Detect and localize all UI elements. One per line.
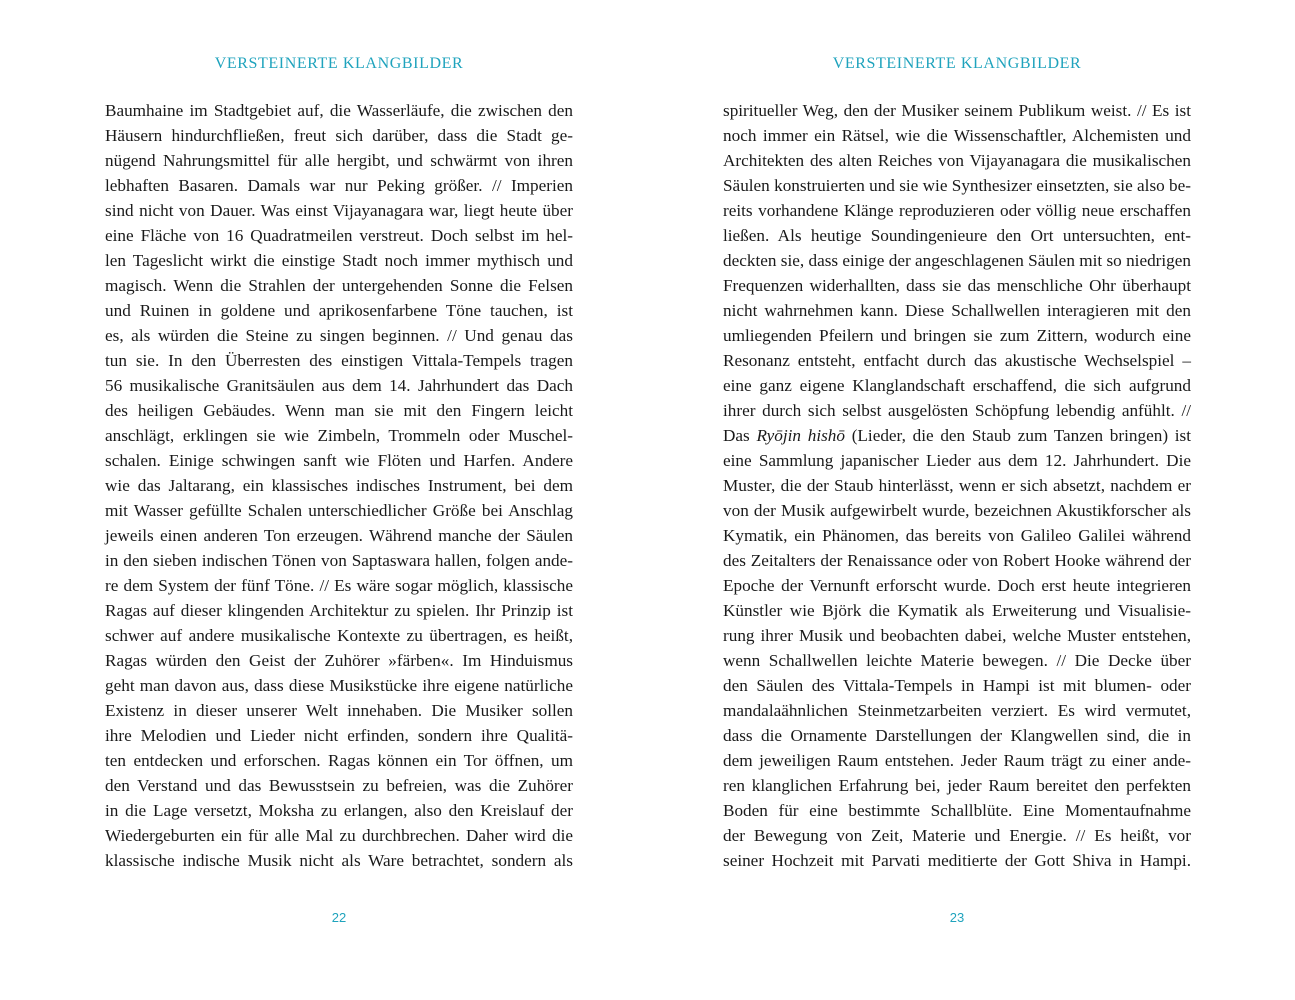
text-line: des Zeitalters der Renaissance oder von Robert Hooke während der (723, 551, 1191, 570)
text-line: eine Sammlung japanischer Lieder aus dem 12. Jahrhundert. Die (723, 451, 1191, 470)
text-line: Muster, die der Staub hinterlässt, wenn er sich absetzt, nachdem er (723, 476, 1191, 495)
text-line: eine Fläche von 16 Quadratmeilen verstreut. Doch selbst im hel- (105, 226, 573, 245)
text-line: ren klanglichen Erfahrung bei, jeder Raum bereitet den perfekten (723, 776, 1191, 795)
text-line: eine ganz eigene Klanglandschaft erschaffend, die sich aufgrund (723, 376, 1191, 395)
text-line: Frequenzen widerhallten, dass sie das menschliche Ohr überhaupt (723, 276, 1191, 295)
page-number-right: 23 (949, 910, 965, 925)
italic-title: Ryōjin hishō (756, 426, 845, 445)
text-line: Architekten des alten Reiches von Vijayanagara die musikalischen (723, 151, 1191, 170)
text-line: tun sie. In den Überresten des einstigen Vittala-Tempels tragen (105, 351, 573, 370)
text-line: rung ihrer Musik und beobachten dabei, welche Muster entstehen, (723, 626, 1191, 645)
text-line: Säulen konstruierten und sie wie Synthesizer einsetzten, sie also be- (723, 176, 1191, 195)
text-line: spiritueller Weg, den der Musiker seinem Publikum weist. // Es ist (723, 101, 1191, 120)
text-line: mit Wasser gefüllte Schalen unterschiedlicher Größe bei Anschlag (105, 501, 573, 520)
text-line: Existenz in dieser unserer Welt innehaben. Die Musiker sollen (105, 701, 573, 720)
text-line: len Tageslicht wirkt die einstige Stadt noch immer mythisch und (105, 251, 573, 270)
text-line: schalen. Einige schwingen sanft wie Flöten und Harfen. Andere (105, 451, 573, 470)
text-line: Boden für eine bestimmte Schallblüte. Eine Momentaufnahme (723, 801, 1191, 820)
left-page (105, 0, 573, 1000)
text-line: Baumhaine im Stadtgebiet auf, die Wasserläufe, die zwischen den (105, 101, 573, 120)
text-line: ten entdecken und erforschen. Ragas können ein Tor öffnen, um (105, 751, 573, 770)
running-head-left: VERSTEINERTE KLANGBILDER (214, 55, 464, 72)
body-text-left (105, 98, 573, 873)
text-line: den Verstand und das Bewusstsein zu befreien, was die Zuhörer (105, 776, 573, 795)
text-line: Künstler wie Björk die Kymatik als Erweiterung und Visualisie- (723, 601, 1191, 620)
text-line: des heiligen Gebäudes. Wenn man sie mit den Fingern leicht (105, 401, 573, 420)
text-line: von der Musik aufgewirbelt wurde, bezeichnen Akustikforscher als (723, 501, 1191, 520)
text-line: in die Lage versetzt, Moksha zu erlangen, also den Kreislauf der (105, 801, 573, 820)
text-line: ließen. Als heutige Soundingenieure den Ort untersuchten, ent- (723, 226, 1191, 245)
text-line: in den sieben indischen Tönen von Saptaswara hallen, folgen ande- (105, 551, 573, 570)
text-line: wie das Jaltarang, ein klassisches indisches Instrument, bei dem (105, 476, 573, 495)
text-line: magisch. Wenn die Strahlen der untergehenden Sonne die Felsen (105, 276, 573, 295)
text-line-with-italic (723, 423, 1191, 448)
right-page (723, 0, 1191, 1000)
text-line: ihrer durch sich selbst ausgelösten Schöpfung lebendig anfühlt. // (723, 401, 1191, 420)
text-line: Epoche der Vernunft erforscht wurde. Doch erst heute integrieren (723, 576, 1191, 595)
text-line: seiner Hochzeit mit Parvati meditierte der Gott Shiva in Hampi. (723, 851, 1191, 870)
text-line: Wiedergeburten ein für alle Mal zu durchbrechen. Daher wird die (105, 826, 573, 845)
text-line: sind nicht von Dauer. Was einst Vijayanagara war, liegt heute über (105, 201, 573, 220)
text-line: wenn Schallwellen leichte Materie bewegen. // Die Decke über (723, 651, 1191, 670)
text-line: und Ruinen in goldene und aprikosenfarbene Töne tauchen, ist (105, 301, 573, 320)
text-line: Ragas auf dieser klingenden Architektur zu spielen. Ihr Prinzip ist (105, 601, 573, 620)
text-line: Resonanz entsteht, entfacht durch das akustische Wechselspiel – (723, 351, 1191, 370)
text-line: jeweils einen anderen Ton erzeugen. Während manche der Säulen (105, 526, 573, 545)
text-line: lebhaften Basaren. Damals war nur Peking größer. // Imperien (105, 176, 573, 195)
text-line: ihre Melodien und Lieder nicht erfinden, sondern ihre Qualitä- (105, 726, 573, 745)
text-line: noch immer ein Rätsel, wie die Wissenschaftler, Alchemisten und (723, 126, 1191, 145)
text-line: reits vorhandene Klänge reproduzieren oder völlig neue erschaffen (723, 201, 1191, 220)
text-line: mandalaähnlichen Steinmetzarbeiten verziert. Es wird vermutet, (723, 701, 1191, 720)
text-line: Kymatik, ein Phänomen, das bereits von Galileo Galilei während (723, 526, 1191, 545)
text-line: der Bewegung von Zeit, Materie und Energie. // Es heißt, vor (723, 826, 1191, 845)
text-line: nicht wahrnehmen kann. Diese Schallwellen interagieren mit den (723, 301, 1191, 320)
text-line: den Säulen des Vittala-Tempels in Hampi ist mit blumen- oder (723, 676, 1191, 695)
text-line: geht man davon aus, dass diese Musikstücke ihre eigene natürliche (105, 676, 573, 695)
page-number-left: 22 (331, 910, 347, 925)
text-line: nügend Nahrungsmittel für alle hergibt, und schwärmt von ihren (105, 151, 573, 170)
running-head-right: VERSTEINERTE KLANGBILDER (832, 55, 1082, 72)
text-line: umliegenden Pfeilern und bringen sie zum Zittern, wodurch eine (723, 326, 1191, 345)
text-line: Häusern hindurchfließen, freut sich darüber, dass die Stadt ge- (105, 126, 573, 145)
body-text-right (723, 98, 1191, 873)
text-line: anschlägt, erklingen sie wie Zimbeln, Trommeln oder Muschel- (105, 426, 573, 445)
text-line-pre: Das (723, 426, 757, 445)
text-line: 56 musikalische Granitsäulen aus dem 14. Jahrhundert das Dach (105, 376, 573, 395)
text-line: dem jeweiligen Raum entstehen. Jeder Raum trägt zu einer ande- (723, 751, 1191, 770)
text-line: Ragas würden den Geist der Zuhörer »färben«. Im Hinduismus (105, 651, 573, 670)
text-line: dass die Ornamente Darstellungen der Klangwellen sind, die in (723, 726, 1191, 745)
text-line: es, als würden die Steine zu singen beginnen. // Und genau das (105, 326, 573, 345)
text-line-post: (Lieder, die den Staub zum Tanzen bringen) ist (844, 426, 1191, 445)
text-line: klassische indische Musik nicht als Ware betrachtet, sondern als (105, 851, 573, 870)
text-line: re dem System der fünf Töne. // Es wäre sogar möglich, klassische (105, 576, 573, 595)
text-line: deckten sie, dass einige der angeschlagenen Säulen mit so niedrigen (723, 251, 1191, 270)
text-line: schwer auf andere musikalische Kontexte zu übertragen, es heißt, (105, 626, 573, 645)
